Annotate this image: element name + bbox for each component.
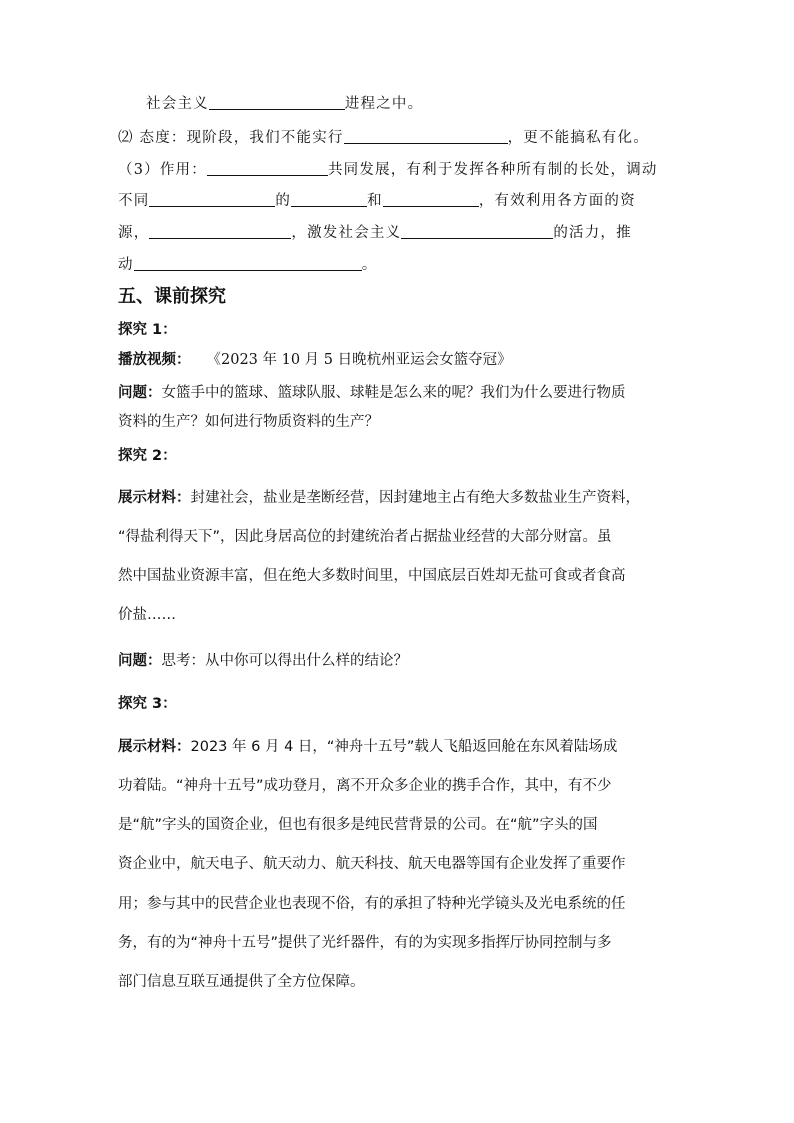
- material-label: 展示材料：: [118, 490, 191, 506]
- text-segment: 的活力，推: [553, 225, 632, 241]
- material-line: 价盐……: [118, 607, 176, 623]
- fill-line-3: [118, 160, 683, 180]
- material-line: “得盐利得天下”，因此身居高位的封建统治者占据盐业经营的大部分财富。虽: [118, 529, 612, 545]
- blank-line: [207, 161, 328, 176]
- inquiry-1-question: [118, 383, 683, 403]
- question-label: 问题：: [118, 653, 162, 669]
- text-segment: 社会主义: [146, 96, 209, 112]
- fill-line-5: [118, 223, 683, 243]
- inquiry-2-question: [118, 651, 683, 671]
- blank-line: [401, 224, 553, 239]
- question-text: 思考：从中你可以得出什么样的结论？: [161, 653, 408, 669]
- text-segment: 不同: [118, 193, 150, 209]
- material-line: 务，有的为“神舟十五号”提供了光纤器件，有的为实现多指挥厅协同控制与多: [118, 935, 612, 951]
- material-text: 封建社会，盐业是垄断经营，因封建地主占有绝大多数盐业生产资料，: [190, 490, 640, 506]
- inquiry-1-video: [118, 350, 683, 370]
- section-title: 五、课前探究: [118, 286, 226, 307]
- fill-line-2: [118, 128, 683, 148]
- text-segment: ，激发社会主义: [291, 225, 402, 241]
- material-line: 功着陆。“神舟十五号”成功登月，离不开众多企业的携手合作，其中，有不少: [118, 778, 612, 794]
- question-label: 问题：: [118, 385, 162, 401]
- inquiry-1-question-cont: 资料的生产？如何进行物质资料的生产？: [118, 414, 379, 430]
- text-segment: ⑵ 态度：现阶段，我们不能实行: [118, 130, 344, 146]
- text-segment: 源，: [118, 225, 150, 241]
- text-segment: 和: [367, 193, 383, 209]
- material-line: 是“航”字头的国资企业，但也有很多是纯民营背景的公司。在“航”字头的国: [118, 817, 598, 833]
- blank-line: [383, 192, 479, 207]
- material-line: 部门信息互联互通提供了全方位保障。: [118, 974, 365, 990]
- material-text: 2023 年 6 月 4 日，“神舟十五号”载人飞船返回舱在东风着陆场成: [190, 739, 618, 755]
- fill-line-4: [118, 191, 683, 211]
- material-label: 展示材料：: [118, 739, 191, 755]
- text-segment: （3）作用：: [118, 162, 207, 178]
- inquiry-2-label: 探究 2：: [118, 448, 177, 464]
- fill-line-1: [146, 94, 711, 114]
- text-segment: ，更不能搞私有化。: [507, 130, 649, 146]
- blank-line: [149, 224, 291, 239]
- video-label: 播放视频：: [118, 352, 191, 368]
- blank-line: [149, 192, 275, 207]
- blank-line: [134, 256, 362, 271]
- material-line: 资企业中，航天电子、航天动力、航天科技、航天电器等国有企业发挥了重要作: [118, 856, 626, 872]
- blank-line: [344, 129, 508, 144]
- inquiry-3-material: [118, 737, 683, 757]
- material-line: 然中国盐业资源丰富，但在绝大多数时间里，中国底层百姓却无盐可食或者食高: [118, 568, 626, 584]
- text-segment: 共同发展，有利于发挥各种所有制的长处，调动: [327, 162, 658, 178]
- blank-line: [291, 192, 367, 207]
- inquiry-3-label: 探究 3：: [118, 696, 177, 712]
- inquiry-1-label: 探究 1：: [118, 322, 177, 338]
- text-segment: ，有效利用各方面的资: [478, 193, 636, 209]
- text-segment: 。: [361, 257, 378, 273]
- fill-line-6: [118, 255, 683, 275]
- text-segment: 进程之中。: [344, 96, 424, 112]
- text-segment: 动: [118, 257, 134, 273]
- blank-line: [209, 95, 345, 110]
- question-text: 女篮手中的篮球、篮球队服、球鞋是怎么来的呢？我们为什么要进行物质: [161, 385, 626, 401]
- video-title: 《2023 年 10 月 5 日晚杭州亚运会女篮夺冠》: [206, 352, 512, 368]
- material-line: 用；参与其中的民营企业也表现不俗，有的承担了特种光学镜头及光电系统的任: [118, 896, 626, 912]
- inquiry-2-material: [118, 488, 683, 508]
- text-segment: 的: [275, 193, 292, 209]
